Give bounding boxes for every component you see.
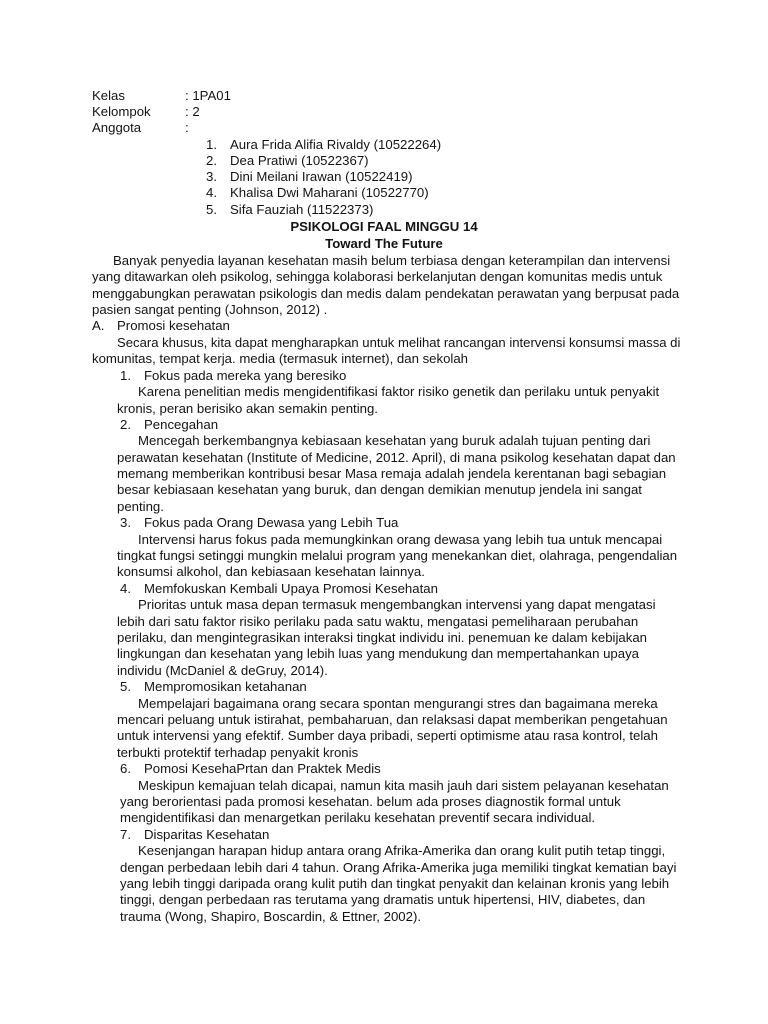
item-number: 1.	[120, 368, 131, 383]
item-body-line: kronis, peran berisiko akan semakin penting.	[117, 401, 378, 416]
item-body-line: tinggi, dengan perbedaan ras terutama yang dramatis untuk hipertensi, HIV, diabetes, dan	[120, 892, 646, 907]
item-body-line: memang memberikan kontribusi besar Masa remaja adalah jendela kerentanan bagi sebagian	[117, 466, 667, 481]
kelas-label: Kelas	[92, 88, 125, 103]
member-number: 1.	[206, 137, 217, 152]
item-body-line: mencari peluang untuk istirahat, pembaharuan, dan relaksasi dapat memberikan pengetahuan	[117, 712, 668, 727]
item-body-line: besar kebiasaan kesehatan yang buruk, dan dengan demikian menutup jendela ini sangat	[117, 482, 642, 497]
item-body-line: mengidentifikasi dan menargetkan perilaku kesehatan preventif secara individual.	[120, 810, 596, 825]
item-body-line: untuk intervensi yang efektif. Sumber daya pribadi, seperti optimisme atau rasa kontrol, telah	[117, 728, 658, 743]
member-name: Dea Pratiwi (10522367)	[230, 153, 369, 168]
item-body-line: terbukti protektif terhadap penyakit kronis	[117, 745, 359, 760]
intro-line: menggabungkan perawatan psikologis dan medis dalam pendekatan perawatan yang berpusat pada	[92, 286, 680, 301]
document-subtitle: Toward The Future	[325, 236, 443, 251]
intro-line: Banyak penyedia layanan kesehatan masih belum terbiasa dengan keterampilan dan intervensi	[113, 253, 671, 268]
member-name: Sifa Fauziah (11522373)	[230, 202, 374, 217]
member-number: 5.	[206, 202, 217, 217]
item-heading: Mempromosikan ketahanan	[144, 679, 307, 694]
item-heading: Fokus pada mereka yang beresiko	[144, 368, 347, 383]
item-body-line: perawatan kesehatan (Institute of Medicine, 2012. April), di mana psikolog kesehatan dapat dan	[117, 450, 676, 465]
member-name: Aura Frida Alifia Rivaldy (10522264)	[230, 137, 442, 152]
item-heading: Memfokuskan Kembali Upaya Promosi Kesehatan	[144, 581, 438, 596]
section-body-line: komunitas, tempat kerja. media (termasuk internet), dan sekolah	[92, 351, 469, 366]
item-body-line: Mencegah berkembangnya kebiasaan kesehatan yang buruk adalah tujuan penting dari	[138, 433, 651, 448]
kelompok-value: : 2	[185, 104, 200, 119]
item-body-line: Mempelajari bagaimana orang secara spontan mengurangi stres dan bagaimana mereka	[138, 696, 658, 711]
item-number: 5.	[120, 679, 131, 694]
item-heading: Pomosi KesehaPrtan dan Praktek Medis	[144, 761, 381, 776]
item-number: 6.	[120, 761, 131, 776]
item-number: 2.	[120, 417, 131, 432]
item-number: 3.	[120, 515, 131, 530]
item-body-line: lingkungan dan kesehatan yang lebih luas yang mendukung dan mempertahankan upaya	[117, 646, 640, 661]
anggota-label: Anggota	[92, 120, 142, 135]
kelas-value: : 1PA01	[185, 88, 231, 103]
item-body-line: Prioritas untuk masa depan termasuk mengembangkan intervensi yang dapat mengatasi	[138, 597, 656, 612]
section-marker: A.	[92, 318, 105, 333]
item-body-line: tingkat fungsi setinggi mungkin melalui program yang menekankan diet, olahraga, pengendalian	[117, 548, 678, 563]
anggota-value: :	[185, 120, 189, 135]
section-body-line: Secara khusus, kita dapat mengharapkan untuk melihat rancangan intervensi konsumsi massa di	[117, 335, 681, 350]
kelompok-label: Kelompok	[92, 104, 151, 119]
item-heading: Pencegahan	[144, 417, 219, 432]
section-heading: Promosi kesehatan	[117, 318, 230, 333]
item-heading: Fokus pada Orang Dewasa yang Lebih Tua	[144, 515, 399, 530]
item-body-line: Meskipun kemajuan telah dicapai, namun kita masih jauh dari sistem pelayanan kesehatan	[138, 778, 669, 793]
item-heading: Disparitas Kesehatan	[144, 827, 270, 842]
item-body-line: Karena penelitian medis mengidentifikasi faktor risiko genetik dan perilaku untuk penyakit	[138, 384, 660, 399]
item-body-line: Kesenjangan harapan hidup antara orang Afrika-Amerika dan orang kulit putih tetap tinggi,	[138, 843, 666, 858]
intro-line: pasien sangat penting (Johnson, 2012) .	[92, 302, 328, 317]
member-number: 2.	[206, 153, 217, 168]
item-body-line: yang berorientasi pada promosi kesehatan. belum ada proses diagnostik formal untuk	[120, 794, 621, 809]
document-title: PSIKOLOGI FAAL MINGGU 14	[290, 219, 478, 234]
item-body-line: yang lebih tinggi daripada orang kulit putih dan tingkat penyakit dan kelainan kronis yang lebih	[120, 876, 670, 891]
item-body-line: individu (McDaniel & deGruy, 2014).	[117, 663, 328, 678]
item-body-line: penting.	[117, 499, 164, 514]
item-body-line: Intervensi harus fokus pada memungkinkan orang dewasa yang lebih tua untuk mencapai	[138, 532, 663, 547]
item-body-line: perilaku, dan mengintegrasikan interaksi tingkat individu ini. penemuan ke dalam kebijakan	[117, 630, 648, 645]
item-body-line: trauma (Wong, Shapiro, Boscardin, & Ettner, 2002).	[120, 909, 422, 924]
item-number: 7.	[120, 827, 131, 842]
item-number: 4.	[120, 581, 131, 596]
member-number: 4.	[206, 185, 217, 200]
item-body-line: konsumsi alkohol, dan kebiasaan kesehatan lainnya.	[117, 564, 425, 579]
member-number: 3.	[206, 169, 217, 184]
item-body-line: lebih dari satu faktor risiko perilaku pada satu waktu, mengatasi pemeliharaan perubahan	[117, 614, 639, 629]
item-body-line: dengan perbedaan lebih dari 4 tahun. Orang Afrika-Amerika juga memiliki tingkat kematian bayi	[120, 860, 677, 875]
member-name: Dini Meilani Irawan (10522419)	[230, 169, 413, 184]
member-name: Khalisa Dwi Maharani (10522770)	[230, 185, 429, 200]
intro-line: yang ditawarkan oleh psikolog, sehingga kolaborasi berkelanjutan dengan komunitas medis untuk	[92, 269, 663, 284]
